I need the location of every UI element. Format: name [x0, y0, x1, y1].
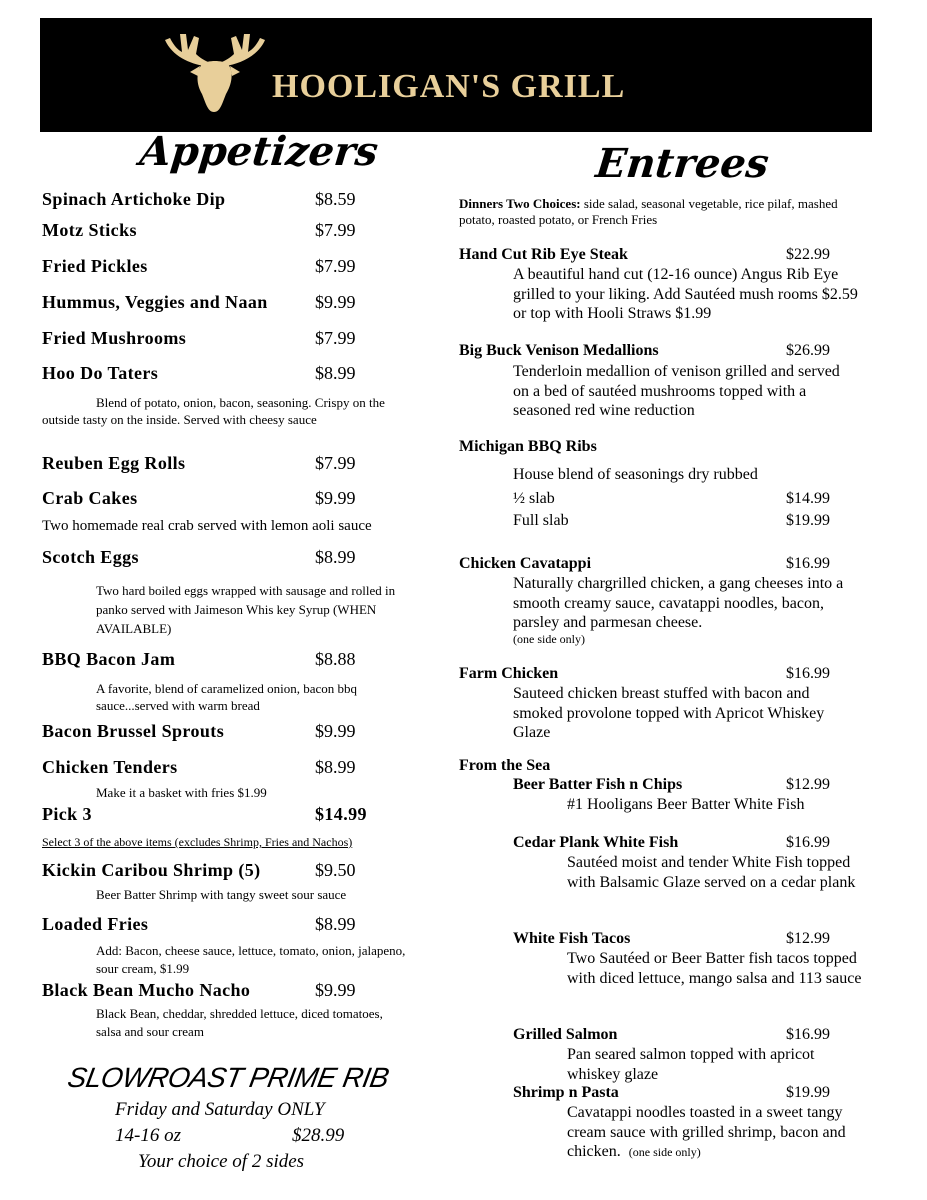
sea-item-description-text: Cavatappi noodles toasted in a sweet tangy cream sauce with grilled shrimp, bacon and chicken.	[567, 1104, 846, 1160]
item-description: Blend of potato, onion, bacon, seasoning. Crispy on the outside tasty on the inside. Served with cheesy sauce	[42, 395, 385, 427]
entrees-heading: Entrees	[593, 140, 772, 187]
item-name: Pick 3	[42, 804, 92, 824]
option-label: Full slab	[513, 512, 569, 529]
item-price: $9.99	[315, 292, 356, 312]
prime-rib-sides: Your choice of 2 sides	[138, 1151, 305, 1172]
item-description: Beer Batter Shrimp with tangy sweet sour sauce	[96, 887, 347, 902]
sea-item-price: $16.99	[786, 1026, 830, 1043]
item-description: Select 3 of the above items (excludes Shrimp, Fries and Nachos)	[42, 835, 353, 849]
entree-description: Sauteed chicken breast stuffed with bacon and smoked provolone topped with Apricot Whiskey Glaze	[513, 685, 825, 741]
item-price: $8.99	[315, 547, 356, 567]
item-price: $9.99	[315, 980, 356, 1000]
entree-name: Farm Chicken	[459, 665, 559, 682]
sea-item-description: Sautéed moist and tender White Fish topped with Balsamic Glaze served on a cedar plank	[567, 854, 856, 891]
item-name: Fried Pickles	[42, 256, 148, 276]
item-price: $14.99	[315, 804, 367, 824]
sea-item-name: Shrimp n Pasta	[513, 1084, 619, 1101]
from-the-sea-label: From the Sea	[459, 757, 551, 774]
entree-price: $22.99	[786, 246, 830, 263]
appetizers-heading: Appetizers	[137, 128, 381, 175]
prime-rib-price: $28.99	[292, 1125, 345, 1146]
prime-rib-title: SLOWROAST PRIME RIB	[65, 1062, 392, 1093]
item-description: Black Bean, cheddar, shredded lettuce, diced tomatoes, salsa and sour cream	[96, 1006, 383, 1039]
item-name: Bacon Brussel Sprouts	[42, 721, 225, 741]
item-name: Reuben Egg Rolls	[42, 453, 186, 473]
item-description: Two hard boiled eggs wrapped with sausage and rolled in panko served with Jaimeson Whis key Syrup (WHEN AVAILABLE)	[96, 583, 396, 636]
item-name: Chicken Tenders	[42, 757, 178, 777]
item-price: $8.88	[315, 649, 356, 669]
item-description: Make it a basket with fries $1.99	[96, 785, 267, 800]
item-price: $9.99	[315, 488, 356, 508]
item-name: Spinach Artichoke Dip	[42, 189, 226, 209]
entree-name: Big Buck Venison Medallions	[459, 342, 659, 359]
option-price: $14.99	[786, 490, 830, 507]
sea-item-note: (one side only)	[628, 1145, 701, 1159]
entree-description: House blend of seasonings dry rubbed	[513, 466, 758, 483]
sea-item-price: $12.99	[786, 930, 830, 947]
sea-item-price: $16.99	[786, 834, 830, 851]
item-price: $9.50	[315, 860, 356, 880]
entree-price: $16.99	[786, 555, 830, 572]
sea-item-description	[567, 1103, 867, 1163]
item-name: Fried Mushrooms	[42, 328, 187, 348]
sea-item-price: $12.99	[786, 776, 830, 793]
prime-rib-days: Friday and Saturday ONLY	[115, 1099, 325, 1120]
dinners-note-text: side salad, seasonal vegetable, rice pilaf, mashed potato, roasted potato, or French Fries	[459, 196, 838, 227]
entree-name: Hand Cut Rib Eye Steak	[459, 246, 628, 263]
brand-name: HOOLIGAN'S GRILL	[272, 68, 626, 105]
sea-item-price: $19.99	[786, 1084, 830, 1101]
item-name: Hoo Do Taters	[42, 363, 159, 383]
entree-description: A beautiful hand cut (12-16 ounce) Angus Rib Eye grilled to your liking. Add Sautéed mush rooms $2.59 or top with Hooli Straws $1.99	[513, 266, 858, 322]
sea-item-name: Cedar Plank White Fish	[513, 834, 679, 851]
item-price: $8.59	[315, 189, 356, 209]
moose-logo-icon	[150, 26, 280, 116]
sea-item-description: #1 Hooligans Beer Batter White Fish	[567, 796, 805, 813]
sea-item-description: Two Sautéed or Beer Batter fish tacos topped with diced lettuce, mango salsa and 113 sauce	[567, 950, 862, 987]
item-description: A favorite, blend of caramelized onion, bacon bbq sauce...served with warm bread	[96, 681, 357, 713]
entree-price: $26.99	[786, 342, 830, 359]
entree-note: (one side only)	[513, 632, 585, 646]
item-name: Black Bean Mucho Nacho	[42, 980, 251, 1000]
item-name: Kickin Caribou Shrimp (5)	[42, 860, 261, 880]
item-price: $7.99	[315, 220, 356, 240]
item-description: Two homemade real crab served with lemon aoli sauce	[42, 518, 372, 534]
sea-item-description: Pan seared salmon topped with apricot whiskey glaze	[567, 1046, 815, 1083]
sea-item-name: White Fish Tacos	[513, 930, 631, 947]
item-price: $7.99	[315, 256, 356, 276]
entree-description: Naturally chargrilled chicken, a gang cheeses into a smooth creamy sauce, cavatappi noodles, bacon, parsley and parmesan cheese.	[513, 575, 844, 631]
prime-rib-size: 14-16 oz	[115, 1125, 181, 1146]
option-price: $19.99	[786, 512, 830, 529]
item-description: Add: Bacon, cheese sauce, lettuce, tomato, onion, jalapeno, sour cream, $1.99	[96, 943, 406, 976]
item-price: $7.99	[315, 328, 356, 348]
item-name: Motz Sticks	[42, 220, 137, 240]
item-price: $9.99	[315, 721, 356, 741]
sea-item-name: Grilled Salmon	[513, 1026, 618, 1043]
entree-price: $16.99	[786, 665, 830, 682]
dinners-note	[459, 196, 859, 228]
item-name: Crab Cakes	[42, 488, 138, 508]
entree-description: Tenderloin medallion of venison grilled and served on a bed of sautéed mushrooms topped with a seasoned red wine reduction	[513, 363, 840, 419]
dinners-note-label: Dinners Two Choices:	[459, 196, 581, 211]
option-label: ½ slab	[513, 490, 555, 507]
item-price: $8.99	[315, 914, 356, 934]
item-price: $8.99	[315, 363, 356, 383]
entree-name: Chicken Cavatappi	[459, 555, 592, 572]
item-name: BBQ Bacon Jam	[42, 649, 176, 669]
item-price: $7.99	[315, 453, 356, 473]
sea-item-name: Beer Batter Fish n Chips	[513, 776, 683, 793]
entree-name: Michigan BBQ Ribs	[459, 438, 597, 455]
item-name: Hummus, Veggies and Naan	[42, 292, 268, 312]
item-price: $8.99	[315, 757, 356, 777]
item-name: Scotch Eggs	[42, 547, 139, 567]
item-name: Loaded Fries	[42, 914, 149, 934]
